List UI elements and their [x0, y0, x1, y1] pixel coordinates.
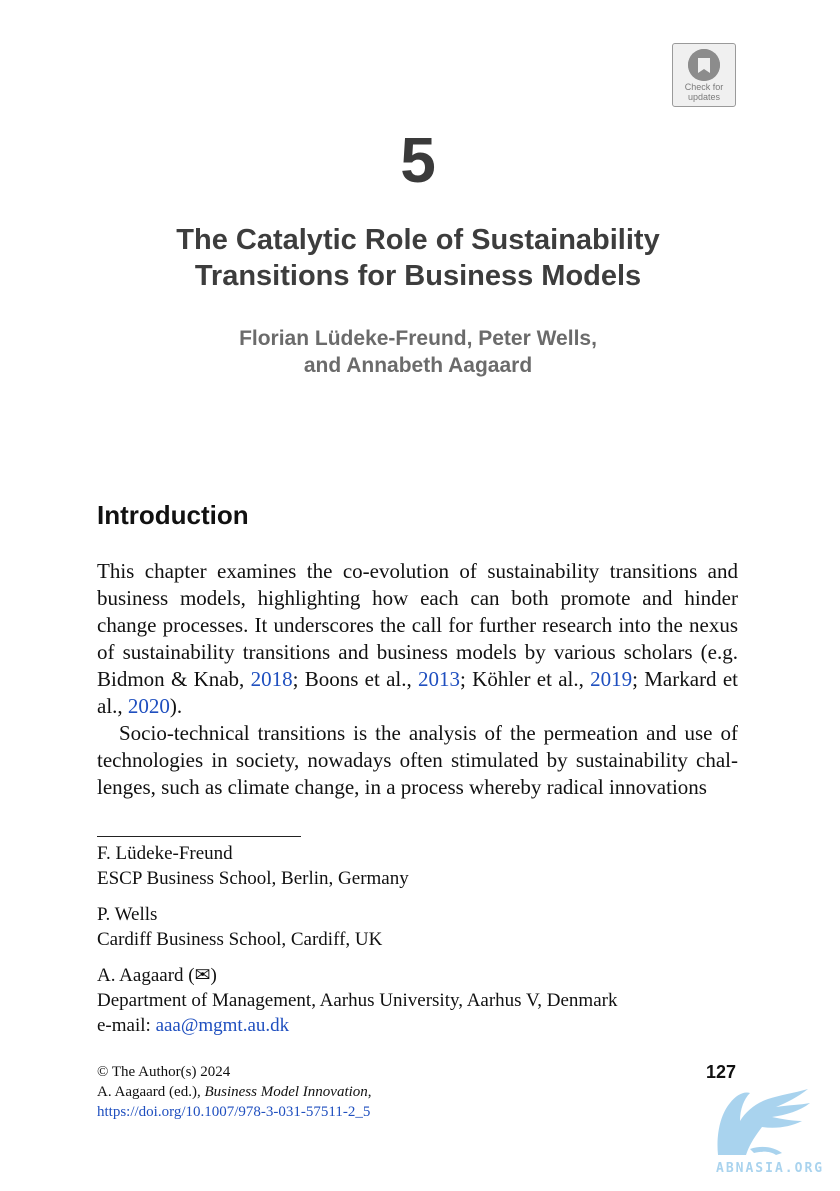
check-updates-icon: [688, 49, 720, 81]
citation-link[interactable]: 2013: [418, 667, 461, 691]
citation-link[interactable]: 2018: [250, 667, 293, 691]
chapter-number: 5: [400, 124, 436, 196]
affiliation-1: F. Lüdeke-Freund ESCP Business School, Berlin, Germany: [97, 843, 409, 889]
paragraph-2: Socio-technical transitions is the analysis of the permeation and use of technologies in society, nowadays often stimulated by sustainability chal-lenges, such as climate change, in a process whereby radical innovations: [97, 721, 738, 799]
copyright-block: © The Author(s) 2024 A. Aagaard (ed.), Business Model Innovation, https://doi.org/10.1007/978-3-031-57511-2_5: [97, 1064, 372, 1120]
chapter-authors: Florian Lüdeke-Freund, Peter Wells, and Annabeth Aagaard: [239, 327, 597, 377]
chapter-title: The Catalytic Role of Sustainability Transitions for Business Models: [176, 224, 660, 292]
doi-link[interactable]: https://doi.org/10.1007/978-3-031-57511-2_5: [97, 1104, 371, 1120]
page-number: 127: [706, 1062, 737, 1082]
griffin-logo-icon: [710, 1075, 814, 1157]
paragraph-1: This chapter examines the co-evolution of sustainability transitions and business models, highlighting how each can both promote and hinder change processes. It underscores the call for further research into the nexus of sustainability transitions and business models by various scholars (e.g. Bidmon & Knab, 2018; Boons et al., 2013; Köhler et al., 2019; Markard et al., 2020).: [97, 559, 738, 718]
check-updates-label: Check for updates: [684, 82, 724, 102]
body-text: [97, 558, 738, 801]
footnote-divider: [97, 836, 301, 837]
section-heading: Introduction: [97, 500, 249, 530]
affiliation-2: P. Wells Cardiff Business School, Cardiff, UK: [97, 904, 383, 950]
check-for-updates-badge[interactable]: [672, 43, 736, 107]
affiliation-3: A. Aagaard (✉) Department of Management, Aarhus University, Aarhus V, Denmark e-mail: aaa@mgmt.au.dk: [97, 965, 618, 1036]
citation-link[interactable]: 2019: [590, 667, 633, 691]
watermark-text: ABNASIA.ORG: [716, 1161, 825, 1176]
email-link[interactable]: aaa@mgmt.au.dk: [155, 1015, 290, 1036]
citation-link[interactable]: 2020: [127, 694, 170, 718]
